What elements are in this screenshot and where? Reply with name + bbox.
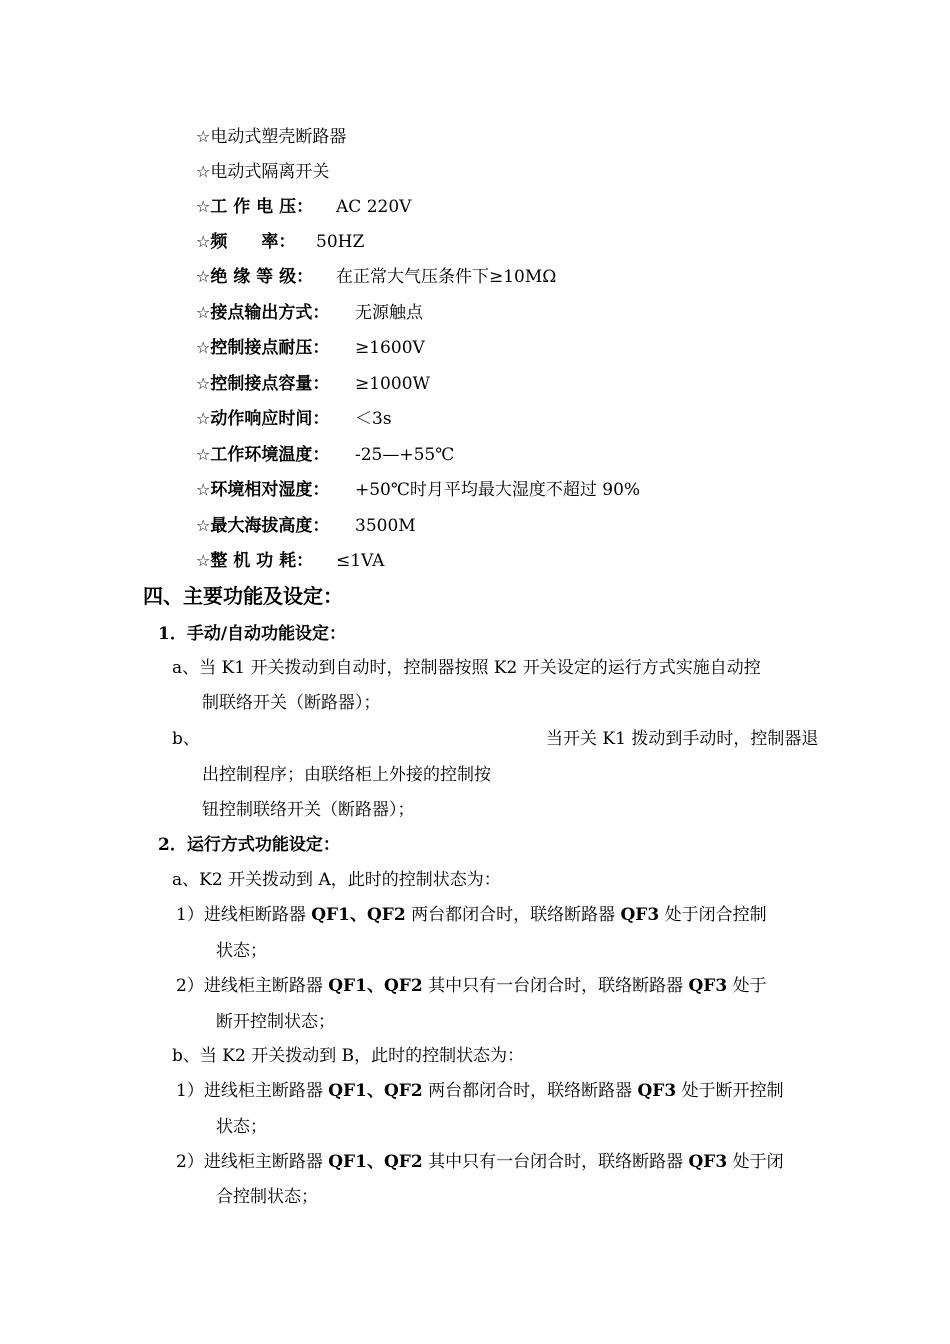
spec-text: 电动式塑壳断路器 xyxy=(210,127,347,147)
paragraph-1b-line-3: 钮控制联络开关（断路器）； xyxy=(202,800,415,820)
breaker-qf3: QF3 xyxy=(637,1081,677,1101)
text-run: 两台都闭合时，联络断路器 xyxy=(405,905,621,925)
text-run: 其中只有一台闭合时，联络断路器 xyxy=(422,976,689,996)
spec-label: 环境相对湿度： xyxy=(210,480,330,500)
spec-label: 绝 缘 等 级： xyxy=(210,267,314,287)
star-icon: ☆ xyxy=(196,303,211,322)
paragraph-1b-line-2: 出控制程序；由联络柜上外接的控制按 xyxy=(202,765,491,785)
breaker-qf3: QF3 xyxy=(688,976,728,996)
spec-item-10 xyxy=(196,444,696,466)
spec-item-13 xyxy=(196,550,696,572)
paragraph-1b-prefix: b、 xyxy=(172,729,200,749)
paragraph-1b-line-1: 当开关 K1 拨动到手动时，控制器退 xyxy=(546,729,819,749)
spec-label: 动作响应时间： xyxy=(210,409,330,429)
spec-value: ≥1600V xyxy=(355,338,425,358)
text-run: 两台都闭合时，联络断路器 xyxy=(422,1081,638,1101)
paragraph-2b-1-line-1 xyxy=(176,1080,784,1102)
text-run: 处于 xyxy=(727,976,767,996)
separator: 、 xyxy=(349,905,367,925)
spec-item-6 xyxy=(196,302,696,324)
spec-value: ≤1VA xyxy=(336,551,385,571)
subsection-heading-1: 1．手动/自动功能设定： xyxy=(158,624,347,644)
spec-item-11 xyxy=(196,479,716,501)
spec-item-3 xyxy=(196,196,696,218)
star-icon: ☆ xyxy=(196,516,211,535)
star-icon: ☆ xyxy=(196,409,211,428)
text-run: 1）进线柜主断路器 xyxy=(176,1081,329,1101)
spec-item-7 xyxy=(196,337,696,359)
spec-label: 工 作 电 压： xyxy=(210,197,314,217)
star-icon: ☆ xyxy=(196,267,211,286)
separator: 、 xyxy=(366,1152,384,1172)
star-icon: ☆ xyxy=(196,551,211,570)
spec-label: 频 率： xyxy=(210,232,296,252)
spec-value: 3500M xyxy=(355,516,416,536)
spec-label: 控制接点容量： xyxy=(210,374,330,394)
breaker-qf1: QF1 xyxy=(328,1081,367,1101)
spec-item-9 xyxy=(196,408,696,430)
breaker-qf3: QF3 xyxy=(688,1152,728,1172)
star-icon: ☆ xyxy=(196,374,211,393)
spec-value: 在正常大气压条件下≥10MΩ xyxy=(336,267,557,287)
text-run: 处于闭合控制 xyxy=(659,905,767,925)
text-run: 处于闭 xyxy=(727,1152,784,1172)
text-run: 处于断开控制 xyxy=(676,1081,784,1101)
star-icon: ☆ xyxy=(196,480,211,499)
spec-item-12 xyxy=(196,515,696,537)
separator: 、 xyxy=(366,1081,384,1101)
spec-item-5 xyxy=(196,266,696,288)
spec-item-1 xyxy=(196,126,346,148)
paragraph-2b-2-line-1 xyxy=(176,1151,784,1173)
star-icon: ☆ xyxy=(196,127,211,146)
spec-value: +50℃时月平均最大湿度不超过 90% xyxy=(355,480,641,500)
spec-text: 电动式隔离开关 xyxy=(210,162,330,182)
breaker-qf1: QF1 xyxy=(328,976,367,996)
spec-label: 控制接点耐压： xyxy=(210,338,330,358)
paragraph-2b-2-line-2: 合控制状态； xyxy=(216,1187,318,1207)
separator: 、 xyxy=(366,976,384,996)
paragraph-1a-line-2: 制联络开关（断路器）； xyxy=(202,693,381,713)
text-run: 2）进线柜主断路器 xyxy=(176,1152,329,1172)
spec-item-8 xyxy=(196,373,696,395)
breaker-qf2: QF2 xyxy=(383,1081,423,1101)
spec-value: 50HZ xyxy=(316,232,365,252)
paragraph-2a-1-line-1 xyxy=(176,904,767,926)
spec-value: ≥1000W xyxy=(355,374,430,394)
paragraph-1a-line-1: a、当 K1 开关拨动到自动时，控制器按照 K2 开关设定的运行方式实施自动控 xyxy=(172,658,761,678)
breaker-qf2: QF2 xyxy=(383,1152,423,1172)
breaker-qf1: QF1 xyxy=(328,1152,367,1172)
breaker-qf2: QF2 xyxy=(383,976,423,996)
breaker-qf3: QF3 xyxy=(620,905,660,925)
spec-label: 最大海拔高度： xyxy=(210,516,330,536)
text-run: 1）进线柜断路器 xyxy=(176,905,312,925)
paragraph-2a-head: a、K2 开关拨动到 A，此时的控制状态为： xyxy=(172,870,501,890)
paragraph-2b-head: b、当 K2 开关拨动到 B，此时的控制状态为： xyxy=(172,1046,525,1066)
paragraph-2a-1-line-2: 状态； xyxy=(216,941,267,961)
star-icon: ☆ xyxy=(196,338,211,357)
breaker-qf2: QF2 xyxy=(366,905,406,925)
star-icon: ☆ xyxy=(196,232,211,251)
spec-label: 接点输出方式： xyxy=(210,303,330,323)
spec-value: AC 220V xyxy=(336,197,412,217)
spec-item-4 xyxy=(196,231,696,253)
star-icon: ☆ xyxy=(196,197,211,216)
star-icon: ☆ xyxy=(196,162,211,181)
text-run: 其中只有一台闭合时，联络断路器 xyxy=(422,1152,689,1172)
spec-label: 工作环境温度： xyxy=(210,445,330,465)
text-run: 2）进线柜主断路器 xyxy=(176,976,329,996)
spec-value: ＜3s xyxy=(355,409,392,429)
paragraph-2a-2-line-2: 断开控制状态； xyxy=(216,1012,335,1032)
star-icon: ☆ xyxy=(196,445,211,464)
paragraph-2b-1-line-2: 状态； xyxy=(216,1117,267,1137)
spec-value: 无源触点 xyxy=(355,303,423,323)
spec-label: 整 机 功 耗： xyxy=(210,551,314,571)
subsection-heading-2: 2．运行方式功能设定： xyxy=(158,835,340,855)
spec-value: -25—+55℃ xyxy=(355,445,455,465)
breaker-qf1: QF1 xyxy=(311,905,350,925)
section-heading: 四、主要功能及设定： xyxy=(143,584,343,608)
spec-item-2 xyxy=(196,161,329,183)
paragraph-2a-2-line-1 xyxy=(176,975,767,997)
